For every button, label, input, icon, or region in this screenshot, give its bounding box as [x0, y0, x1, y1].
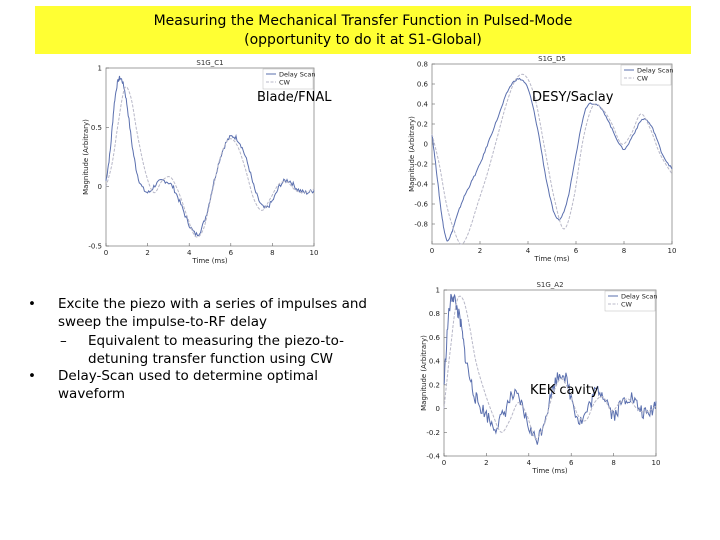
slide-title [35, 6, 691, 54]
x-tick-label: 4 [526, 459, 532, 467]
dash-glyph: – [60, 333, 67, 349]
y-tick-label: 0 [423, 140, 428, 149]
overlay-label-fnal: Blade/FNAL [257, 90, 332, 105]
y-tick-label: 0.6 [416, 80, 428, 89]
bullet-text-1: Excite the piezo with a series of impulses and sweep the impulse-to-RF delay [58, 296, 367, 330]
y-tick-label: -0.2 [414, 160, 428, 169]
plot-fnal [76, 54, 336, 274]
x-tick-label: 0 [429, 247, 435, 255]
bullet-text-2: Delay-Scan used to determine optimal waveform [58, 368, 318, 402]
x-tick-label: 8 [621, 247, 627, 255]
y-axis-label: Magnitude (Arbitrary) [420, 335, 428, 411]
x-tick-label: 10 [309, 249, 319, 257]
y-tick-label: -0.2 [426, 428, 440, 437]
x-tick-label: 4 [525, 247, 531, 255]
chart-title: S1G_C1 [196, 59, 224, 67]
legend-entry: Delay Scan [279, 70, 316, 79]
y-tick-label: 0.8 [428, 310, 440, 319]
y-tick-label: 0.2 [428, 381, 440, 390]
chart-kek-svg [414, 276, 674, 476]
series-line-delay-scan [444, 294, 656, 445]
y-tick-label: -0.4 [414, 180, 428, 189]
x-tick-label: 2 [145, 249, 150, 257]
sub-bullet-text: Equivalent to measuring the piezo-to-detuning transfer function using CW [88, 333, 344, 367]
y-tick-label: 1 [97, 64, 102, 73]
x-tick-label: 6 [228, 249, 234, 257]
y-tick-label: 0.8 [416, 60, 428, 69]
legend-entry: Delay Scan [637, 66, 674, 75]
bullet-item-2 [28, 368, 368, 403]
x-tick-label: 10 [667, 247, 677, 255]
y-axis-label: Magnitude (Arbitrary) [82, 119, 90, 195]
y-tick-label: 0.5 [90, 123, 102, 132]
y-tick-label: -0.4 [426, 452, 440, 461]
y-tick-label: 0.6 [428, 333, 440, 342]
series-line-cw [444, 296, 656, 439]
x-tick-label: 4 [186, 249, 192, 257]
bullet-glyph: • [28, 368, 36, 384]
x-tick-label: 8 [270, 249, 275, 257]
chart-fnal-svg [76, 54, 336, 274]
chart-desy-svg [402, 50, 692, 275]
y-tick-label: -0.8 [414, 220, 428, 229]
y-tick-label: 0.4 [416, 100, 428, 109]
x-tick-label: 0 [103, 249, 109, 257]
x-tick-label: 2 [477, 247, 483, 255]
slide-title-line1: Measuring the Mechanical Transfer Function in Pulsed-Mode [153, 13, 573, 29]
x-axis-label: Time (ms) [192, 257, 228, 265]
overlay-label-kek: KEK cavity [530, 383, 599, 398]
x-tick-label: 2 [484, 459, 489, 467]
slide-title-line2: (opportunity to do it at S1-Global) [244, 32, 482, 48]
bullet-glyph: • [28, 296, 36, 312]
y-tick-label: 0.2 [416, 120, 428, 129]
x-tick-label: 0 [441, 459, 447, 467]
y-tick-label: 0.4 [428, 357, 440, 366]
legend-entry: Delay Scan [621, 292, 658, 301]
plot-frame [444, 290, 656, 456]
plot-desy [402, 50, 692, 275]
sub-bullet-item [28, 333, 368, 368]
y-tick-label: 1 [435, 286, 440, 295]
overlay-label-desy: DESY/Saclay [532, 90, 614, 105]
x-tick-label: 6 [568, 459, 574, 467]
legend-entry: CW [621, 300, 632, 309]
bullet-list [28, 296, 368, 405]
y-tick-label: 0 [97, 183, 102, 192]
series-line-cw [106, 87, 314, 237]
x-axis-label: Time (ms) [534, 255, 570, 263]
x-tick-label: 8 [611, 459, 616, 467]
bullet-item-1 [28, 296, 368, 331]
y-axis-label: Magnitude (Arbitrary) [408, 116, 416, 192]
chart-title: S1G_A2 [536, 281, 564, 289]
legend-entry: CW [637, 74, 648, 83]
legend-entry: CW [279, 78, 290, 87]
plot-kek [414, 276, 674, 476]
x-tick-label: 6 [573, 247, 579, 255]
x-tick-label: 10 [651, 459, 661, 467]
y-tick-label: -0.6 [414, 200, 428, 209]
chart-title: S1G_D5 [538, 55, 566, 63]
x-axis-label: Time (ms) [532, 467, 568, 475]
y-tick-label: 0 [435, 405, 440, 414]
y-tick-label: -0.5 [88, 242, 102, 251]
